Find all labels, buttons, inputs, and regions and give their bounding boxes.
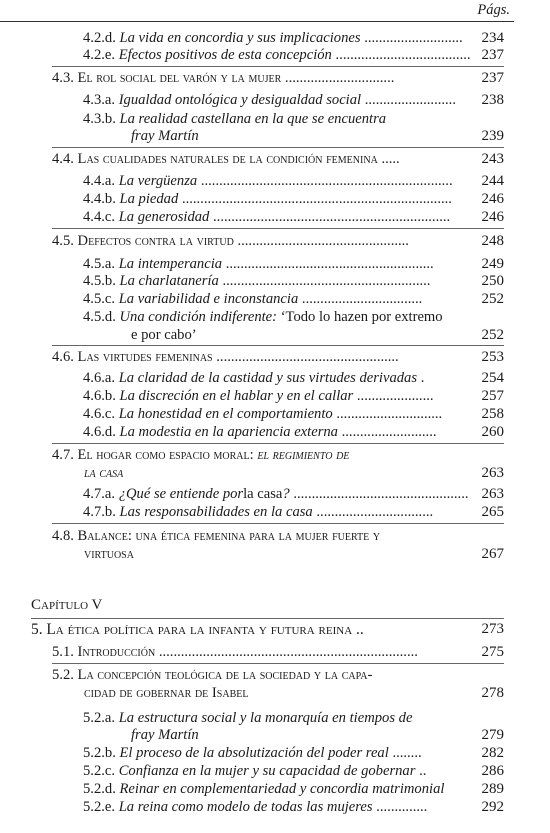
toc-page-number: 267 xyxy=(481,546,504,562)
toc-entry-4-7-b: 4.7.b. Las responsabilidades en la casa ................................ xyxy=(83,504,434,520)
toc-page-number: 263 xyxy=(481,465,504,481)
toc-entry-5-2-b: 5.2.b. El proceso de la absolutización del poder real ........ xyxy=(83,745,422,761)
toc-entry-4-4-b: 4.4.b. La piedad .......................................................................... xyxy=(83,191,452,207)
toc-entry-4-5-c: 4.5.c. La variabilidad e inconstancia ................................. xyxy=(83,291,423,307)
toc-entry-5-1: 5.1. Introducción ....................................................................... xyxy=(52,644,418,660)
toc-entry-5-2-a: 5.2.a. La estructura social y la monarquía en tiempos de xyxy=(83,710,413,726)
toc-entry-continuation: fray Martín xyxy=(131,727,199,743)
toc-page-number: 234 xyxy=(481,30,504,46)
toc-page-number: 249 xyxy=(481,256,504,272)
toc-page-number: 289 xyxy=(481,781,504,797)
toc-page-number: 248 xyxy=(481,233,504,249)
toc-entry-4-3: 4.3. El rol social del varón y la mujer .............................. xyxy=(52,70,395,86)
toc-entry-5: 5. La ética política para la infanta y futura reina .. xyxy=(31,621,364,638)
toc-entry-4-2-e: 4.2.e. Efectos positivos de esta concepción ..................................... xyxy=(83,47,471,63)
toc-entry-4-3-b: 4.3.b. La realidad castellana en la que se encuentra xyxy=(83,111,387,127)
toc-entry-4-6-b: 4.6.b. La discreción en el hablar y en el callar ..................... xyxy=(83,388,434,404)
toc-page-number: 250 xyxy=(481,273,504,289)
toc-entry-5-2-c: 5.2.c. Confianza en la mujer y su capacidad de gobernar .. xyxy=(83,763,427,779)
section-separator xyxy=(52,345,504,346)
toc-entry-5-2: 5.2. La concepción teológica de la sociedad y la capa- xyxy=(52,667,373,683)
toc-entry-5-2-e: 5.2.e. La reina como modelo de todas las mujeres .............. xyxy=(83,799,428,815)
toc-page-number: 243 xyxy=(481,151,504,167)
toc-page-number: 263 xyxy=(481,486,504,502)
toc-page-number: 273 xyxy=(481,621,504,637)
toc-page-number: 253 xyxy=(481,349,504,365)
toc-page-number: 252 xyxy=(481,291,504,307)
toc-page-number: 246 xyxy=(481,191,504,207)
toc-entry-continuation: la casa xyxy=(84,465,124,481)
toc-entry-continuation: fray Martín xyxy=(131,128,199,144)
section-separator xyxy=(52,66,504,67)
toc-entry-4-5-b: 4.5.b. La charlatanería ......................................................... xyxy=(83,273,431,289)
section-separator xyxy=(52,443,504,444)
toc-page-number: 265 xyxy=(481,504,504,520)
toc-entry-4-8: 4.8. Balance: una ética femenina para la mujer fuerte y xyxy=(52,528,381,544)
toc-page-number: 237 xyxy=(481,47,504,63)
toc-page-number: 279 xyxy=(481,727,504,743)
pags-header: Págs. xyxy=(477,2,510,18)
toc-page-number: 275 xyxy=(481,644,504,660)
toc-entry-continuation: virtuosa xyxy=(84,546,134,562)
toc-entry-5-2-d: 5.2.d. Reinar en complementariedad y concordia matrimonial xyxy=(83,781,445,797)
toc-page-number: 282 xyxy=(481,745,504,761)
toc-entry-4-5-d: 4.5.d. Una condición indiferente: ‘Todo lo hazen por extremo xyxy=(83,309,443,325)
toc-entry-4-5: 4.5. Defectos contra la virtud ............................................... xyxy=(52,233,409,249)
toc-page-number: 246 xyxy=(481,209,504,225)
section-separator xyxy=(52,147,504,148)
toc-page-number: 286 xyxy=(481,763,504,779)
toc-entry-4-6: 4.6. Las virtudes femeninas .................................................. xyxy=(52,349,399,365)
toc-entry-4-6-c: 4.6.c. La honestidad en el comportamiento ............................. xyxy=(83,406,443,422)
toc-entry-4-6-d: 4.6.d. La modestia en la apariencia externa .......................... xyxy=(83,424,437,440)
section-separator xyxy=(52,523,504,524)
toc-page-number: 238 xyxy=(481,92,504,108)
toc-entry-4-2-d: 4.2.d. La vida en concordia y sus implicaciones ........................... xyxy=(83,30,463,46)
toc-entry-4-7: 4.7. El hogar como espacio moral: el regimiento de xyxy=(52,447,350,463)
section-separator xyxy=(31,618,504,619)
toc-page-number: 244 xyxy=(481,173,504,189)
toc-entry-4-4: 4.4. Las cualidades naturales de la condición femenina ..... xyxy=(52,151,400,167)
toc-entry-4-3-a: 4.3.a. Igualdad ontológica y desigualdad social ......................... xyxy=(83,92,456,108)
toc-page-number: 237 xyxy=(481,70,504,86)
toc-page-number: 239 xyxy=(481,128,504,144)
toc-entry-4-4-c: 4.4.c. La generosidad ................................................................. xyxy=(83,209,451,225)
toc-entry-continuation: cidad de gobernar de Isabel xyxy=(84,685,249,701)
toc-page-number: 257 xyxy=(481,388,504,404)
section-separator xyxy=(52,663,504,664)
toc-page-number: 292 xyxy=(481,799,504,815)
toc-entry-4-6-a: 4.6.a. La claridad de la castidad y sus virtudes derivadas . xyxy=(83,370,425,386)
toc-page-number: 252 xyxy=(481,327,504,343)
toc-page-number: 258 xyxy=(481,406,504,422)
toc-page-number: 254 xyxy=(481,370,504,386)
toc-entry-continuation: e por cabo’ xyxy=(131,327,197,343)
toc-page-number: 260 xyxy=(481,424,504,440)
toc-entry-4-7-a: 4.7.a. ¿Qué se entiende porla casa? ................................................ xyxy=(83,486,469,502)
header-rule xyxy=(0,21,514,22)
chapter-heading: Capítulo V xyxy=(31,597,103,613)
toc-page-number: 278 xyxy=(481,685,504,701)
toc-entry-4-5-a: 4.5.a. La intemperancia ......................................................... xyxy=(83,256,434,272)
toc-entry-4-4-a: 4.4.a. La vergüenza ..................................................................... xyxy=(83,173,453,189)
section-separator xyxy=(52,228,504,229)
